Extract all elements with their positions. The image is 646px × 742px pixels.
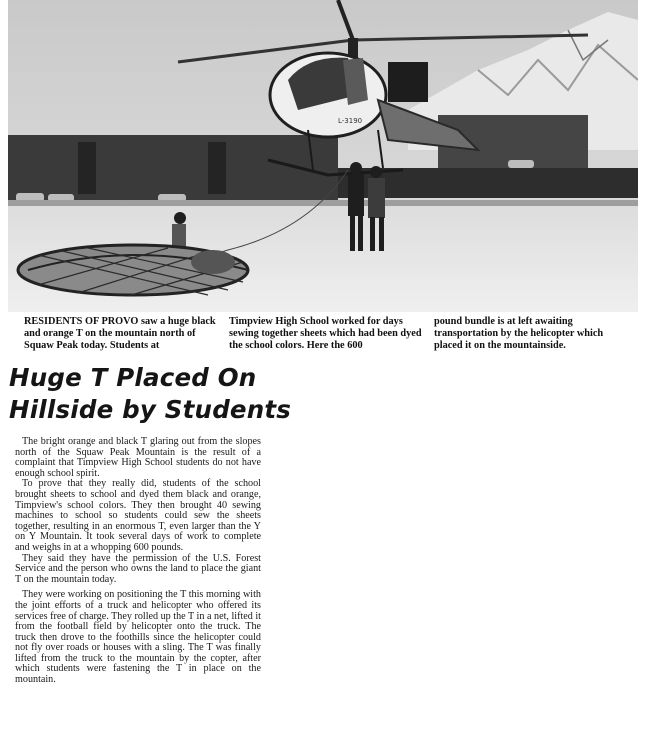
- headline-line-1: Huge T Placed On: [9, 363, 257, 392]
- tail-mark: L-3190: [338, 117, 363, 125]
- article-body: [15, 437, 261, 686]
- news-photo: [8, 0, 638, 312]
- article-paragraph: To prove that they really did, students of the school brought sheets to school and dyed them black and orange, Timpview's school colors. They then brought 40 sewing machines to school so students could sew the sheets together, resulting in an enormous T, even larger than the Y on Y Mountain. It took several days of work to complete and weighs in at a whopping 600 pounds.: [15, 478, 261, 553]
- article-paragraph: They said they have the permission of the U.S. Forest Service and the person who owns the land to place the giant T on the mountain today.: [15, 552, 261, 585]
- caption-column-2: Timpview High School worked for days sewing together sheets which had been dyed the school colors. Here the 600: [229, 316, 422, 351]
- caption-column-3: pound bundle is at left awaiting transportation by the helicopter which placed it on the mountainside.: [434, 316, 604, 351]
- headline: [9, 362, 292, 426]
- headline-line-2: Hillside by Students: [9, 395, 292, 424]
- caption-column-1: RESIDENTS OF PROVO saw a huge black and orange T on the mountain north of Squaw Peak today. Students at: [24, 316, 216, 351]
- article-paragraph: The bright orange and black T glaring out from the slopes north of the Squaw Peak Mountain is the result of a complaint that Timpview High School students do not have enough school spirit.: [15, 436, 261, 479]
- article-paragraph: They were working on positioning the T this morning with the joint efforts of a truck and helicopter who offered its services free of charge. They rolled up the T in a net, lifted it from the football field by helicopter onto the truck. The truck then drove to the foothills since the helicopter could not fly over roads or houses with a sling. The T was finally lifted from the truck to the mountain by the copter, after which students were fastening the T in place on the mountain.: [15, 589, 261, 686]
